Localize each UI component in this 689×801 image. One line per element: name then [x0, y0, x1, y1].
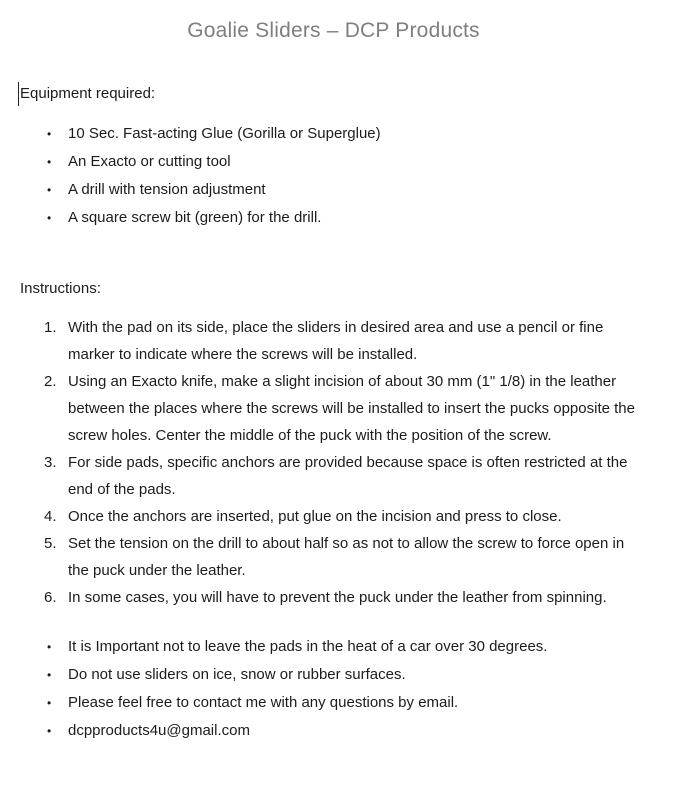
list-item-text: 10 Sec. Fast-acting Glue (Gorilla or Superglue): [68, 125, 381, 142]
numbered-step: [20, 584, 647, 611]
step-text: Once the anchors are inserted, put glue on the incision and press to close.: [68, 508, 562, 525]
document-title: Goalie Sliders – DCP Products: [187, 19, 480, 42]
list-item: [47, 120, 647, 148]
bullet-icon: •: [47, 127, 52, 141]
numbered-step: [20, 368, 647, 449]
equipment-heading-label: Equipment required:: [20, 85, 156, 102]
step-text: With the pad on its side, place the sliders in desired area and use a pencil or fine marker to indicate where the screws will be installed.: [68, 319, 604, 363]
equipment-heading: [20, 80, 647, 108]
numbered-step: [20, 503, 647, 530]
step-number: 3.: [44, 454, 57, 471]
step-number: 2.: [44, 373, 57, 390]
step-number: 4.: [44, 508, 57, 525]
bullet-icon: •: [47, 696, 52, 710]
equipment-list: [20, 120, 647, 232]
list-item-text: An Exacto or cutting tool: [68, 153, 231, 170]
list-item: [47, 661, 647, 689]
list-item: [47, 633, 647, 661]
bullet-icon: •: [47, 211, 52, 225]
step-text: For side pads, specific anchors are provided because space is often restricted at the end of the pads.: [68, 454, 628, 498]
list-item: [47, 717, 647, 745]
bullet-icon: •: [47, 668, 52, 682]
list-item: [47, 148, 647, 176]
step-text: Set the tension on the drill to about half so as not to allow the screw to force open in the puck under the leather.: [68, 535, 625, 579]
step-number: 1.: [44, 319, 57, 336]
list-item-text: Do not use sliders on ice, snow or rubber surfaces.: [68, 666, 406, 683]
instructions-heading-label: Instructions:: [20, 280, 101, 297]
step-number: 5.: [44, 535, 57, 552]
list-item: [47, 689, 647, 717]
bullet-icon: •: [47, 155, 52, 169]
list-item-text: A drill with tension adjustment: [68, 181, 266, 198]
list-item-text: Please feel free to contact me with any questions by email.: [68, 694, 459, 711]
bullet-icon: •: [47, 724, 52, 738]
numbered-step: [20, 530, 647, 584]
list-item: [47, 176, 647, 204]
numbered-step: [20, 449, 647, 503]
instructions-heading: [20, 275, 647, 303]
step-number: 6.: [44, 589, 57, 606]
step-text: In some cases, you will have to prevent the puck under the leather from spinning.: [68, 589, 607, 606]
numbered-step: [20, 314, 647, 368]
list-item-text: A square screw bit (green) for the drill.: [68, 209, 322, 226]
list-item: [47, 204, 647, 232]
list-item-text: It is Important not to leave the pads in the heat of a car over 30 degrees.: [68, 638, 548, 655]
bullet-icon: •: [47, 640, 52, 654]
step-text: Using an Exacto knife, make a slight incision of about 30 mm (1" 1/8) in the leather between the places where the screws will be installed to insert the pucks opposite the screw holes. Center the middle of the puck with the position of the screw.: [68, 373, 635, 444]
instructions-list: [20, 314, 647, 611]
notes-list: [20, 633, 647, 745]
email-text: dcpproducts4u@gmail.com: [68, 722, 250, 739]
bullet-icon: •: [47, 183, 52, 197]
text-cursor-caret: [18, 82, 19, 106]
